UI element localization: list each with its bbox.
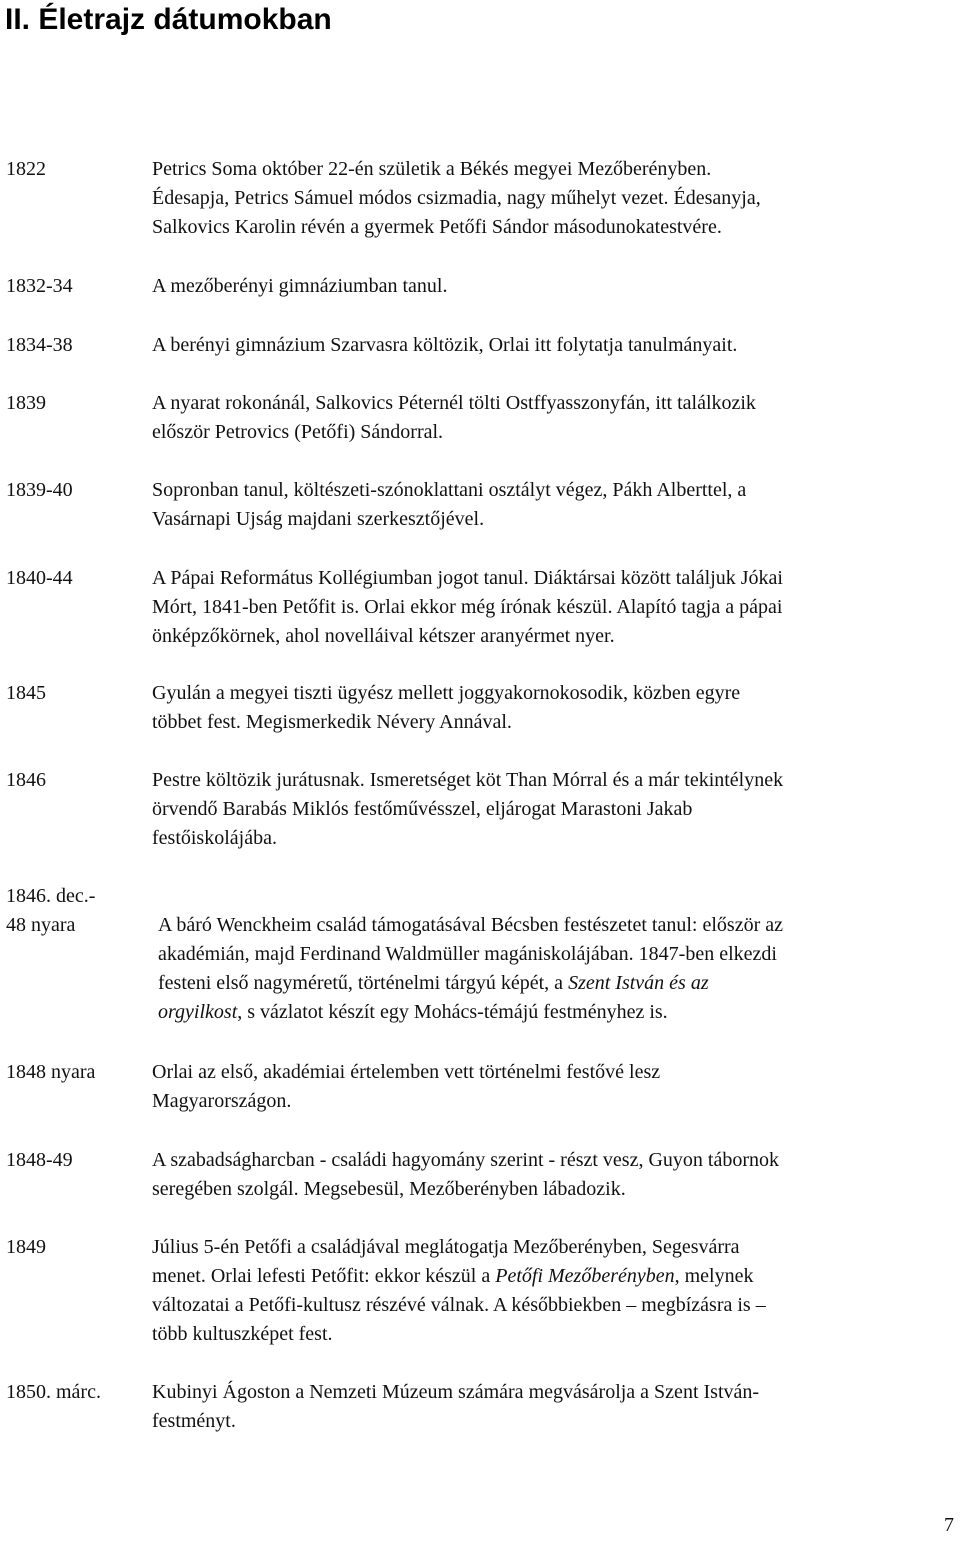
entry-line: festőiskolájába. xyxy=(152,827,277,849)
entry-year: 1832-34 xyxy=(6,275,73,297)
entry-line: több kultuszképet fest. xyxy=(152,1323,333,1345)
entry-line: A Pápai Református Kollégiumban jogot tanul. Diáktársai között találjuk Jókai xyxy=(152,567,783,589)
entry-year: 1840-44 xyxy=(6,567,73,589)
line-text: , melynek xyxy=(674,1265,754,1287)
entry-line: Július 5-én Petőfi a családjával meglátogatja Mezőberényben, Segesvárra xyxy=(152,1236,740,1258)
line-text: menet. Orlai lefesti Petőfit: ekkor készül a xyxy=(152,1265,496,1287)
entry-text xyxy=(152,155,952,242)
entry-text xyxy=(152,331,952,360)
entry-line: Sopronban tanul, költészeti-szónoklattani osztályt végez, Pákh Alberttel, a xyxy=(152,479,747,501)
entry-line: önképzőkörnek, ahol novelláival kétszer aranyérmet nyer. xyxy=(152,625,615,647)
entry-text xyxy=(152,1146,952,1204)
entry-text xyxy=(152,1233,952,1349)
entry-text xyxy=(152,476,952,534)
entry-text xyxy=(152,766,952,853)
entry-line: Gyulán a megyei tiszti ügyész mellett joggyakornokosodik, közben egyre xyxy=(152,682,741,704)
entry-line: akadémián, majd Ferdinand Waldmüller magániskolájában. 1847-ben elkezdi xyxy=(158,943,777,965)
entry-year: 1850. márc. xyxy=(6,1381,101,1403)
entry-line: Orlai az első, akadémiai értelemben vett történelmi festővé lesz xyxy=(152,1061,661,1083)
entry-line: festményt. xyxy=(152,1410,236,1432)
entry-year: 48 nyara xyxy=(6,914,76,936)
page-number: 7 xyxy=(944,1514,954,1536)
line-text: festeni első nagyméretű, történelmi tárgyú képét, a xyxy=(158,972,569,994)
entry-line xyxy=(158,998,955,1027)
entry-line: A mezőberényi gimnáziumban tanul. xyxy=(152,275,448,297)
entry-line: Petrics Soma október 22-én születik a Békés megyei Mezőberényben. xyxy=(152,158,712,180)
entry-line: Mórt, 1841-ben Petőfit is. Orlai ekkor még írónak készül. Alapító tagja a pápai xyxy=(152,596,783,618)
entry-text xyxy=(152,564,952,651)
entry-line: A nyarat rokonánál, Salkovics Péternél tölti Ostffyasszonyfán, itt találkozik xyxy=(152,392,756,414)
entry-line: Vasárnapi Ujság majdani szerkesztőjével. xyxy=(152,508,485,530)
entry-year: 1834-38 xyxy=(6,334,73,356)
line-text: , s vázlatot készít egy Mohács-témájú festményhez is. xyxy=(237,1001,668,1023)
entry-line: változatai a Petőfi-kultusz részévé válnak. A későbbiekben – megbízásra is – xyxy=(152,1294,766,1316)
entry-text xyxy=(152,272,952,301)
entry-year: 1839 xyxy=(6,392,46,414)
entry-line: seregében szolgál. Megsebesül, Mezőberényben lábadozik. xyxy=(152,1178,626,1200)
entry-line: A báró Wenckheim család támogatásával Bécsben festészetet tanul: először az xyxy=(158,914,783,936)
entry-text xyxy=(152,1058,952,1116)
entry-line: többet fest. Megismerkedik Névery Annával. xyxy=(152,711,512,733)
entry-year: 1839-40 xyxy=(6,479,73,501)
entry-line: Pestre költözik jurátusnak. Ismeretséget köt Than Mórral és a már tekintélynek xyxy=(152,769,784,791)
entry-line: Édesapja, Petrics Sámuel módos csizmadia, nagy műhelyt vezet. Édesanyja, xyxy=(152,187,761,209)
entry-year: 1848 nyara xyxy=(6,1061,96,1083)
entry-year: 1846 xyxy=(6,769,46,791)
entry-line: Kubinyi Ágoston a Nemzeti Múzeum számára megvásárolja a Szent István- xyxy=(152,1381,760,1403)
entry-year: 1845 xyxy=(6,682,46,704)
page-title: II. Életrajz dátumokban xyxy=(5,3,332,36)
entry-line: Magyarországon. xyxy=(152,1090,292,1112)
entry-text xyxy=(152,679,952,737)
entry-line: A berényi gimnázium Szarvasra költözik, Orlai itt folytatja tanulmányait. xyxy=(152,334,738,356)
entry-line: A szabadságharcban - családi hagyomány szerint - részt vesz, Guyon tábornok xyxy=(152,1149,780,1171)
entry-line: először Petrovics (Petőfi) Sándorral. xyxy=(152,421,444,443)
entry-text xyxy=(152,389,952,447)
entry-line xyxy=(152,1262,952,1291)
entry-line: örvendő Barabás Miklós festőművésszel, eljárogat Marastoni Jakab xyxy=(152,798,693,820)
artwork-title: orgyilkost xyxy=(158,1001,238,1023)
entry-year: 1848-49 xyxy=(6,1149,73,1171)
entry-year-line1: 1846. dec.- xyxy=(6,885,96,907)
entry-year: 1822 xyxy=(6,158,46,180)
entry-line: Salkovics Karolin révén a gyermek Petőfi Sándor másodunokatestvére. xyxy=(152,216,722,238)
entry-year: 1849 xyxy=(6,1236,46,1258)
entry-text xyxy=(152,1378,952,1436)
artwork-title: Szent István és az xyxy=(568,972,709,994)
entry-line xyxy=(158,969,955,998)
entry-text xyxy=(158,911,955,1027)
artwork-title: Petőfi Mezőberényben xyxy=(495,1265,675,1287)
